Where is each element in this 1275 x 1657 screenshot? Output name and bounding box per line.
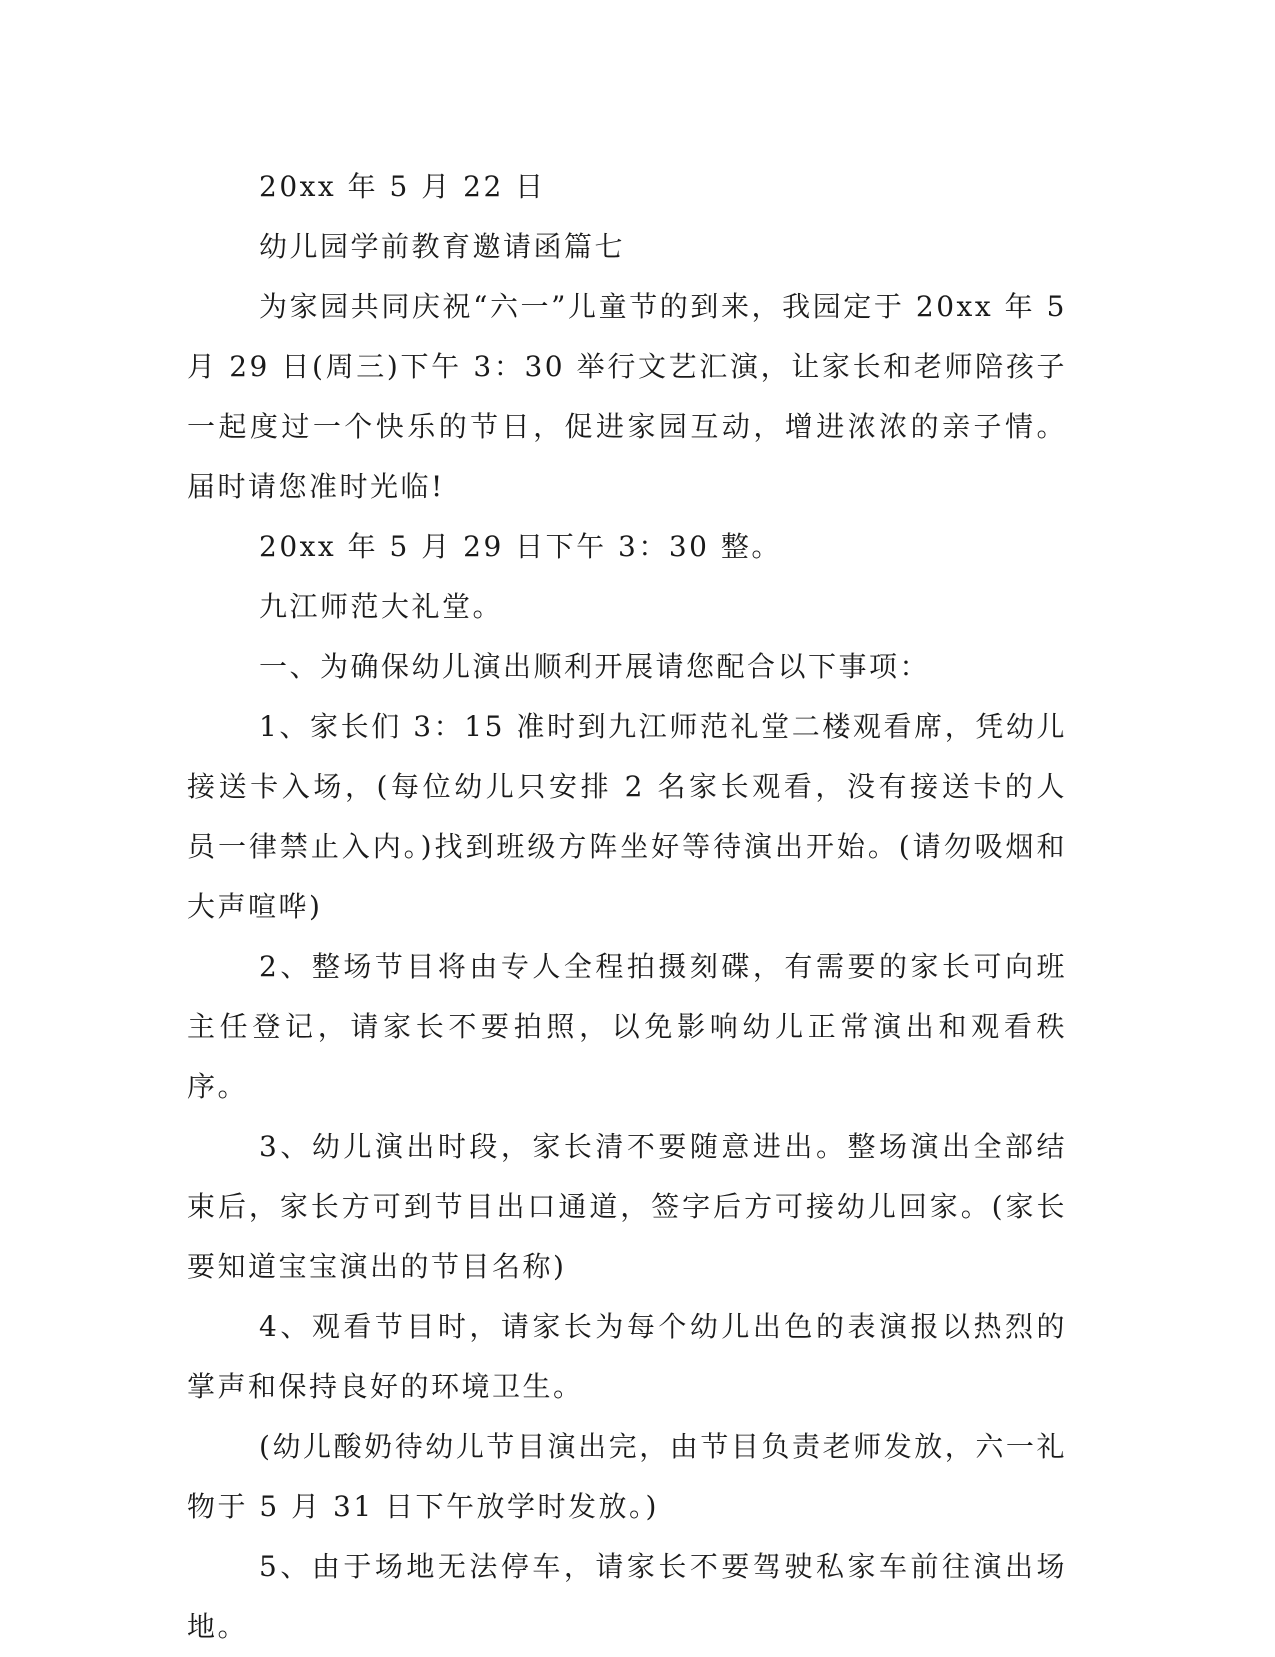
notice-heading: 一、为确保幼儿演出顺利开展请您配合以下事项： [259,650,931,683]
event-time-line: 20xx 年 5 月 29 日下午 3：30 整。 [259,530,782,563]
notice-gift-note: (幼儿酸奶待幼儿节目演出完，由节目负责老师发放，六一礼物于 5 月 31 日下午放学时发放。) [187,1430,1067,1523]
invitation-intro-paragraph: 为家园共同庆祝“六一”儿童节的到来，我园定于 20xx 年 5 月 29 日(周三)下午 3：30 举行文艺汇演，让家长和老师陪孩子一起度过一个快乐的节日，促进家园互动，增进浓浓的亲子情。届时请您准时光临! [187,290,1067,503]
section-heading: 幼儿园学前教育邀请函篇七 [259,230,626,263]
notice-item-2: 2、整场节目将由专人全程拍摄刻碟，有需要的家长可向班主任登记，请家长不要拍照，以免影响幼儿正常演出和观看秩序。 [187,950,1067,1103]
date-line: 20xx 年 5 月 22 日 [259,170,546,203]
event-location-line: 九江师范大礼堂。 [259,590,504,623]
notice-item-1: 1、家长们 3：15 准时到九江师范礼堂二楼观看席，凭幼儿接送卡入场，(每位幼儿只安排 2 名家长观看，没有接送卡的人员一律禁止入内。)找到班级方阵坐好等待演出开始。(请勿吸烟和大声喧哗) [187,710,1067,923]
notice-item-5: 5、由于场地无法停车，请家长不要驾驶私家车前往演出场地。 [187,1550,1067,1643]
document-body [187,157,1067,1657]
notice-item-4: 4、观看节目时，请家长为每个幼儿出色的表演报以热烈的掌声和保持良好的环境卫生。 [187,1310,1067,1403]
notice-item-3: 3、幼儿演出时段，家长清不要随意进出。整场演出全部结束后，家长方可到节目出口通道，签字后方可接幼儿回家。(家长要知道宝宝演出的节目名称) [187,1130,1067,1283]
